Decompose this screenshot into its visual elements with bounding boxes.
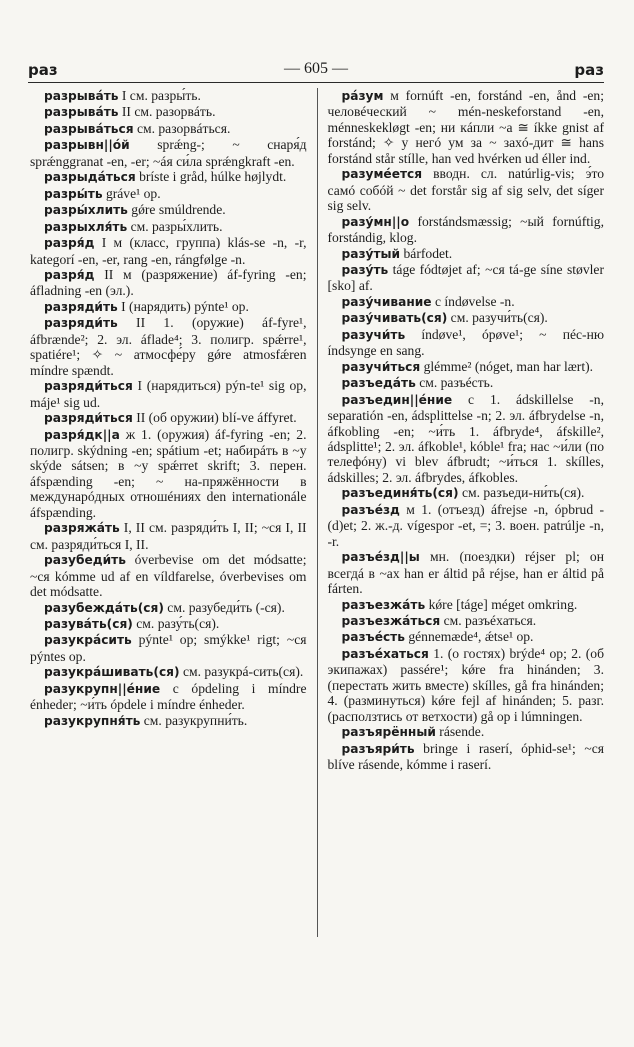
dictionary-entry <box>30 267 307 299</box>
dictionary-entry <box>30 427 307 521</box>
entry-definition: bárfodet. <box>400 245 453 261</box>
dictionary-entry <box>30 235 307 267</box>
entry-definition: génnemæde⁴, ǽtse¹ op. <box>404 629 534 645</box>
entry-headword: разъезжáть <box>341 597 426 612</box>
entry-headword: разря́д <box>44 236 95 251</box>
entry-headword: разъедáть <box>341 376 416 391</box>
dictionary-entry <box>328 741 605 773</box>
entry-headword: разу́чивание <box>341 294 432 309</box>
dictionary-entry <box>30 600 307 616</box>
dictionary-entry <box>30 202 307 218</box>
dictionary-entry <box>30 616 307 632</box>
dictionary-entry <box>328 246 605 262</box>
entry-headword: разубеждáть(ся) <box>44 600 164 615</box>
entry-definition: с índøvelse -n. <box>431 293 515 309</box>
entry-definition: I см. разры́ть. <box>118 88 201 103</box>
dictionary-entry <box>30 632 307 664</box>
dictionary-entry <box>328 262 605 294</box>
entry-definition: м fornúft -en, forstánd -en, ånd -en; человéческий ~ mén-neskeforstand -en, ménneskekløgt -en; ни кáпли ~а ≅ íkke gnist af forstánd; ✧ у негó ум за ~ захó-дит ≅ hans forstánd står stílle, han ved hvérken ud éller ind. <box>327 88 604 166</box>
entry-headword: разубеди́ть <box>44 553 126 568</box>
entry-definition: pýnte¹ op; smýkke¹ rigt; ~ся pýntes op. <box>30 632 307 664</box>
dictionary-entry <box>30 520 307 552</box>
entry-definition: см. разъéсть. <box>415 375 494 391</box>
dictionary-entry <box>328 613 605 629</box>
dictionary-entry <box>328 646 605 724</box>
entry-headword: разъезжáться <box>341 613 441 628</box>
dictionary-entry <box>30 186 307 202</box>
entry-definition: см. разу́ть(ся). <box>132 615 220 631</box>
entry-definition: índøve¹, ópøve¹; ~ пéс-ню índsynge en sang. <box>327 326 604 359</box>
entry-definition: вводн. сл. natúrlig-vis; э́то самó собóй ~ det forstår sig af sig selv, det síger sig selv. <box>327 166 604 214</box>
dictionary-entry <box>328 166 605 213</box>
entry-headword: разукрáшивать(ся) <box>44 665 180 680</box>
dictionary-entry <box>30 378 307 410</box>
entry-definition: gráve¹ op. <box>102 185 161 201</box>
entry-headword: разрывáть <box>44 89 119 103</box>
dictionary-entry <box>30 169 307 185</box>
entry-headword: разучи́ться <box>341 359 421 374</box>
entry-headword: разу́ть <box>341 262 389 277</box>
entry-headword: разрывáться <box>44 121 134 136</box>
dictionary-entry <box>30 104 307 120</box>
dictionary-entry <box>30 121 307 137</box>
dictionary-entry <box>30 315 307 378</box>
entry-definition: I (нарядить) pýnte¹ op. <box>117 298 249 314</box>
dictionary-entry <box>328 294 605 310</box>
entry-definition: I (нарядиться) pýn-te¹ sig op, máje¹ sig ud. <box>30 378 307 410</box>
entry-headword: разъéсть <box>341 630 405 645</box>
header-guide-word-left: раз <box>28 61 58 79</box>
entry-definition: bringe i raserí, óphid-se¹; ~ся blíve rásende, kómme i raserí. <box>327 740 604 773</box>
entry-definition: I, II см. разряди́ть I, II; ~ся I, II см. разряди́ться I, II. <box>30 520 307 552</box>
entry-headword: разу́тый <box>341 246 401 261</box>
dictionary-entry <box>30 88 307 104</box>
entry-definition: ж 1. (оружия) áf-fyring -en; 2. полигр. skýdning -en; spátium -et; набирáть в ~у skýde sátsen; в ~у spǽrret skrift; 3. перен. áfspænding -en; ~ на-пряжённости в междунарóдных отношéниях den internationále áfspænding. <box>30 426 307 520</box>
entry-headword: разу́чивать(ся) <box>341 311 448 326</box>
header-guide-word-right: раз <box>574 61 604 79</box>
entry-definition: см. разъéхаться. <box>440 612 537 628</box>
entry-definition: I м (класс, группа) klás-se -n, -r, kategorí -en, -er, rang -en, rángfølge -n. <box>30 235 307 267</box>
entry-headword: разъяри́ть <box>341 741 415 756</box>
dictionary-entry <box>30 713 307 729</box>
columns <box>30 88 604 937</box>
entry-headword: разучи́ть <box>341 327 406 342</box>
entry-headword: разрыдáться <box>44 170 136 185</box>
page-header <box>28 52 604 83</box>
entry-headword: рáзум <box>341 89 384 103</box>
entry-headword: разумéется <box>341 167 423 182</box>
entry-headword: разры́хлить <box>44 203 128 218</box>
dictionary-entry <box>30 664 307 680</box>
entry-definition: sprǽng-; ~ снаря́д sprǽnggranat -en, -er; ~áя си́ла sprǽngkraft -en. <box>30 137 307 169</box>
entry-definition: óverbevise om det módsatte; ~ся kómme ud af en víldfarelse, óverbevises om det módsatte. <box>30 552 307 600</box>
entry-headword: разувáть(ся) <box>44 616 133 631</box>
entry-definition: rásende. <box>435 724 485 740</box>
dictionary-entry <box>30 410 307 426</box>
dictionary-entry <box>328 88 605 166</box>
entry-definition: см. разукрá-сить(ся). <box>179 664 304 680</box>
entry-definition: см. разубеди́ть (-ся). <box>163 599 285 615</box>
entry-headword: разукрупня́ть <box>44 713 141 728</box>
entry-definition: м 1. (отъезд) áfrejse -n, ópbrud -(d)et; 2. ж.-д. vígespor -et, =; 3. воен. patrúlje -n, -r. <box>327 501 604 549</box>
dictionary-entry <box>328 724 605 740</box>
entry-headword: разряжáть <box>44 521 120 536</box>
entry-definition: см. разры́хлить. <box>127 218 223 234</box>
dictionary-entry <box>328 375 605 391</box>
entry-headword: разъедин||éние <box>341 392 453 407</box>
entry-definition: 1. (о гостях) brýde⁴ op; 2. (об экипажах) passére¹; kǿre fra hinánden; 3. (перестать жить вместе) skílles, gå fra hinánden; 4. (разминуться) kǿre fejl af hinánden; 5. разг. (расползтись от ветхости) gå op i lúmningen. <box>327 645 604 724</box>
entry-headword: разъединя́ть(ся) <box>341 486 459 501</box>
dictionary-entry <box>328 549 605 596</box>
dictionary-entry <box>328 502 605 549</box>
left-column <box>30 88 317 937</box>
dictionary-entry <box>328 327 605 359</box>
entry-headword: разрыхля́ть <box>44 219 128 234</box>
dictionary-entry <box>328 359 605 375</box>
entry-definition: см. разъеди-ни́ть(ся). <box>458 485 585 501</box>
entry-headword: разряди́ть <box>44 299 118 314</box>
entry-headword: разукрáсить <box>44 633 132 648</box>
entry-headword: разры́ть <box>44 186 103 201</box>
entry-definition: мн. (поездки) réjser pl; он всегдá в ~ах han er áltid på réjse, han er áltid på fárten. <box>327 549 604 597</box>
entry-headword: разрывáть <box>44 105 119 120</box>
entry-headword: разъéзд||ы <box>341 550 420 565</box>
entry-definition: II м (разряжение) áf-fyring -en; áfladning -en (эл.). <box>30 266 307 299</box>
entry-definition: táge fódtøjet af; ~ся tá-ge síne støvler [sko] af. <box>327 261 604 294</box>
page-number: — 605 — <box>284 60 348 77</box>
entry-definition: kǿre [táge] méget omkring. <box>425 596 578 612</box>
dictionary-entry <box>328 629 605 645</box>
entry-definition: с 1. ádskillelse -n, separatión -en, ádsplittelse -n; 2. эл. áfbrydelse -n, áfkobling -en; ~и́ть 1. áfbryde⁴, áfskille², ádsplitte¹; 2. эл. áfkoble¹, kóble¹ fra; нас ~и́ли (по телефóну) vi blev áfbrudt; ~и́ться 1. skílles, ádskilles; 2. эл. áfbrydes, áfkobles. <box>327 391 604 485</box>
entry-headword: разряди́ться <box>44 411 133 426</box>
dictionary-entry <box>328 597 605 613</box>
entry-definition: glémme² (nóget, man har lært). <box>420 358 594 374</box>
entry-headword: разъéхаться <box>341 646 429 661</box>
entry-headword: разряди́ть <box>44 316 118 331</box>
dictionary-entry <box>30 299 307 315</box>
dictionary-entry <box>30 137 307 169</box>
entry-headword: разукрупн||éние <box>44 681 161 696</box>
entry-headword: разъярённый <box>341 725 436 740</box>
entry-definition: II 1. (оружие) áf-fyre¹, áfbrænde²; 2. эл. áflade⁴; 3. полигр. spǽrre¹, spatiére¹; ✧ ~ атмосфе́ру gǿre atmosfǽren míndre spændt. <box>30 315 307 378</box>
dictionary-entry <box>328 310 605 326</box>
entry-definition: с ópdeling i míndre énheder; ~и́ть ópdele i míndre énheder. <box>30 680 307 713</box>
entry-definition: см. разучи́ть(ся). <box>447 310 548 326</box>
entry-definition: gǿre smúldrende. <box>127 202 226 218</box>
right-column <box>317 88 605 937</box>
entry-definition: II (об оружии) blí-ve áffyret. <box>132 410 297 426</box>
entry-definition: см. разукрупни́ть. <box>140 712 248 728</box>
entry-definition: bríste i gråd, húlke højlydt. <box>135 169 287 185</box>
entry-definition: II см. разорвáть. <box>118 104 216 120</box>
dictionary-entry <box>328 214 605 246</box>
dictionary-entry <box>328 392 605 486</box>
dictionary-entry <box>30 552 307 599</box>
entry-headword: разрывн||óй <box>44 138 130 153</box>
dictionary-entry <box>328 485 605 501</box>
entry-headword: разря́д <box>44 267 95 282</box>
entry-headword: разря́дк||а <box>44 427 120 442</box>
entry-definition: forstándsmæssig; ~ый fornúftig, forstándig, klog. <box>327 213 604 246</box>
entry-definition: см. разорвáться. <box>133 120 231 136</box>
entry-headword: разряди́ться <box>44 379 133 394</box>
dictionary-entry <box>30 681 307 713</box>
entry-headword: разу́мн||о <box>341 214 410 229</box>
dictionary-entry <box>30 219 307 235</box>
entry-headword: разъéзд <box>341 502 400 517</box>
